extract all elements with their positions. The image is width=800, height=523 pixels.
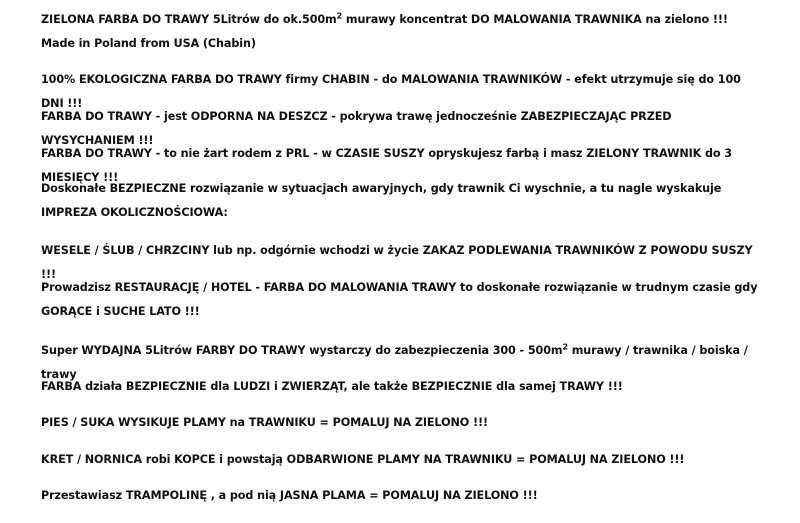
paragraph-1-text: ZIELONA FARBA DO TRAWY 5Litrów do ok.500m xyxy=(41,13,337,26)
paragraph-8-text: Super WYDAJNA 5Litrów FARBY DO TRAWY wystarczy do zabezpieczenia 300 - 500m xyxy=(41,344,563,357)
paragraph-3: FARBA DO TRAWY - jest ODPORNA NA DESZCZ - pokrywa trawę jednocześnie ZABEZPIECZAJĄC PRZED WYSYCHANIEM !!! xyxy=(41,110,672,147)
paragraph-7: Prowadzisz RESTAURACJĘ / HOTEL - FARBA DO MALOWANIA TRAWY to doskonałe rozwiązanie w trudnym czasie gdy GORĄCE i SUCHE LATO !!! xyxy=(41,281,758,318)
paragraph-1 xyxy=(41,8,761,56)
paragraph-5: Doskonałe BEZPIECZNE rozwiązanie w sytuacjach awaryjnych, gdy trawnik Ci wyschnie, a tu nagle wyskakuje IMPREZA OKOLICZNOŚCIOWA: xyxy=(41,182,722,219)
paragraph-8-text-continued: murawy / trawnika / boiska / trawy xyxy=(41,344,748,381)
paragraph-11: KRET / NORNICA robi KOPCE i powstają ODBARWIONE PLAMY NA TRAWNIKU = POMALUJ NA ZIELONO !!! xyxy=(41,453,685,466)
paragraph-4: FARBA DO TRAWY - to nie żart rodem z PRL - w CZASIE SUSZY opryskujesz farbą i masz ZIELONY TRAWNIK do 3 MIESIĘCY !!! xyxy=(41,147,732,184)
paragraph-12: Przestawiasz TRAMPOLINĘ , a pod nią JASNA PLAMA = POMALUJ NA ZIELONO !!! xyxy=(41,489,538,502)
paragraph-2: 100% EKOLOGICZNA FARBA DO TRAWY firmy CHABIN - do MALOWANIA TRAWNIKÓW - efekt utrzymuje się do 100 DNI !!! xyxy=(41,73,741,110)
superscript-2: 2 xyxy=(562,342,568,352)
paragraph-1-text-continued: murawy koncentrat DO MALOWANIA TRAWNIKA na zielono !!! Made in Poland from USA (Chabin) xyxy=(41,13,728,50)
paragraph-10: PIES / SUKA WYSIKUJE PLAMY na TRAWNIKU = POMALUJ NA ZIELONO !!! xyxy=(41,416,488,429)
superscript-2: 2 xyxy=(336,11,343,21)
paragraph-9: FARBA działa BEZPIECZNIE dla LUDZI i ZWIERZĄT, ale także BEZPIECZNIE dla samej TRAWY !!! xyxy=(41,380,623,393)
paragraph-6: WESELE / ŚLUB / CHRZCINY lub np. odgórnie wchodzi w życie ZAKAZ PODLEWANIA TRAWNIKÓW Z POWODU SUSZY !!! xyxy=(41,244,753,281)
